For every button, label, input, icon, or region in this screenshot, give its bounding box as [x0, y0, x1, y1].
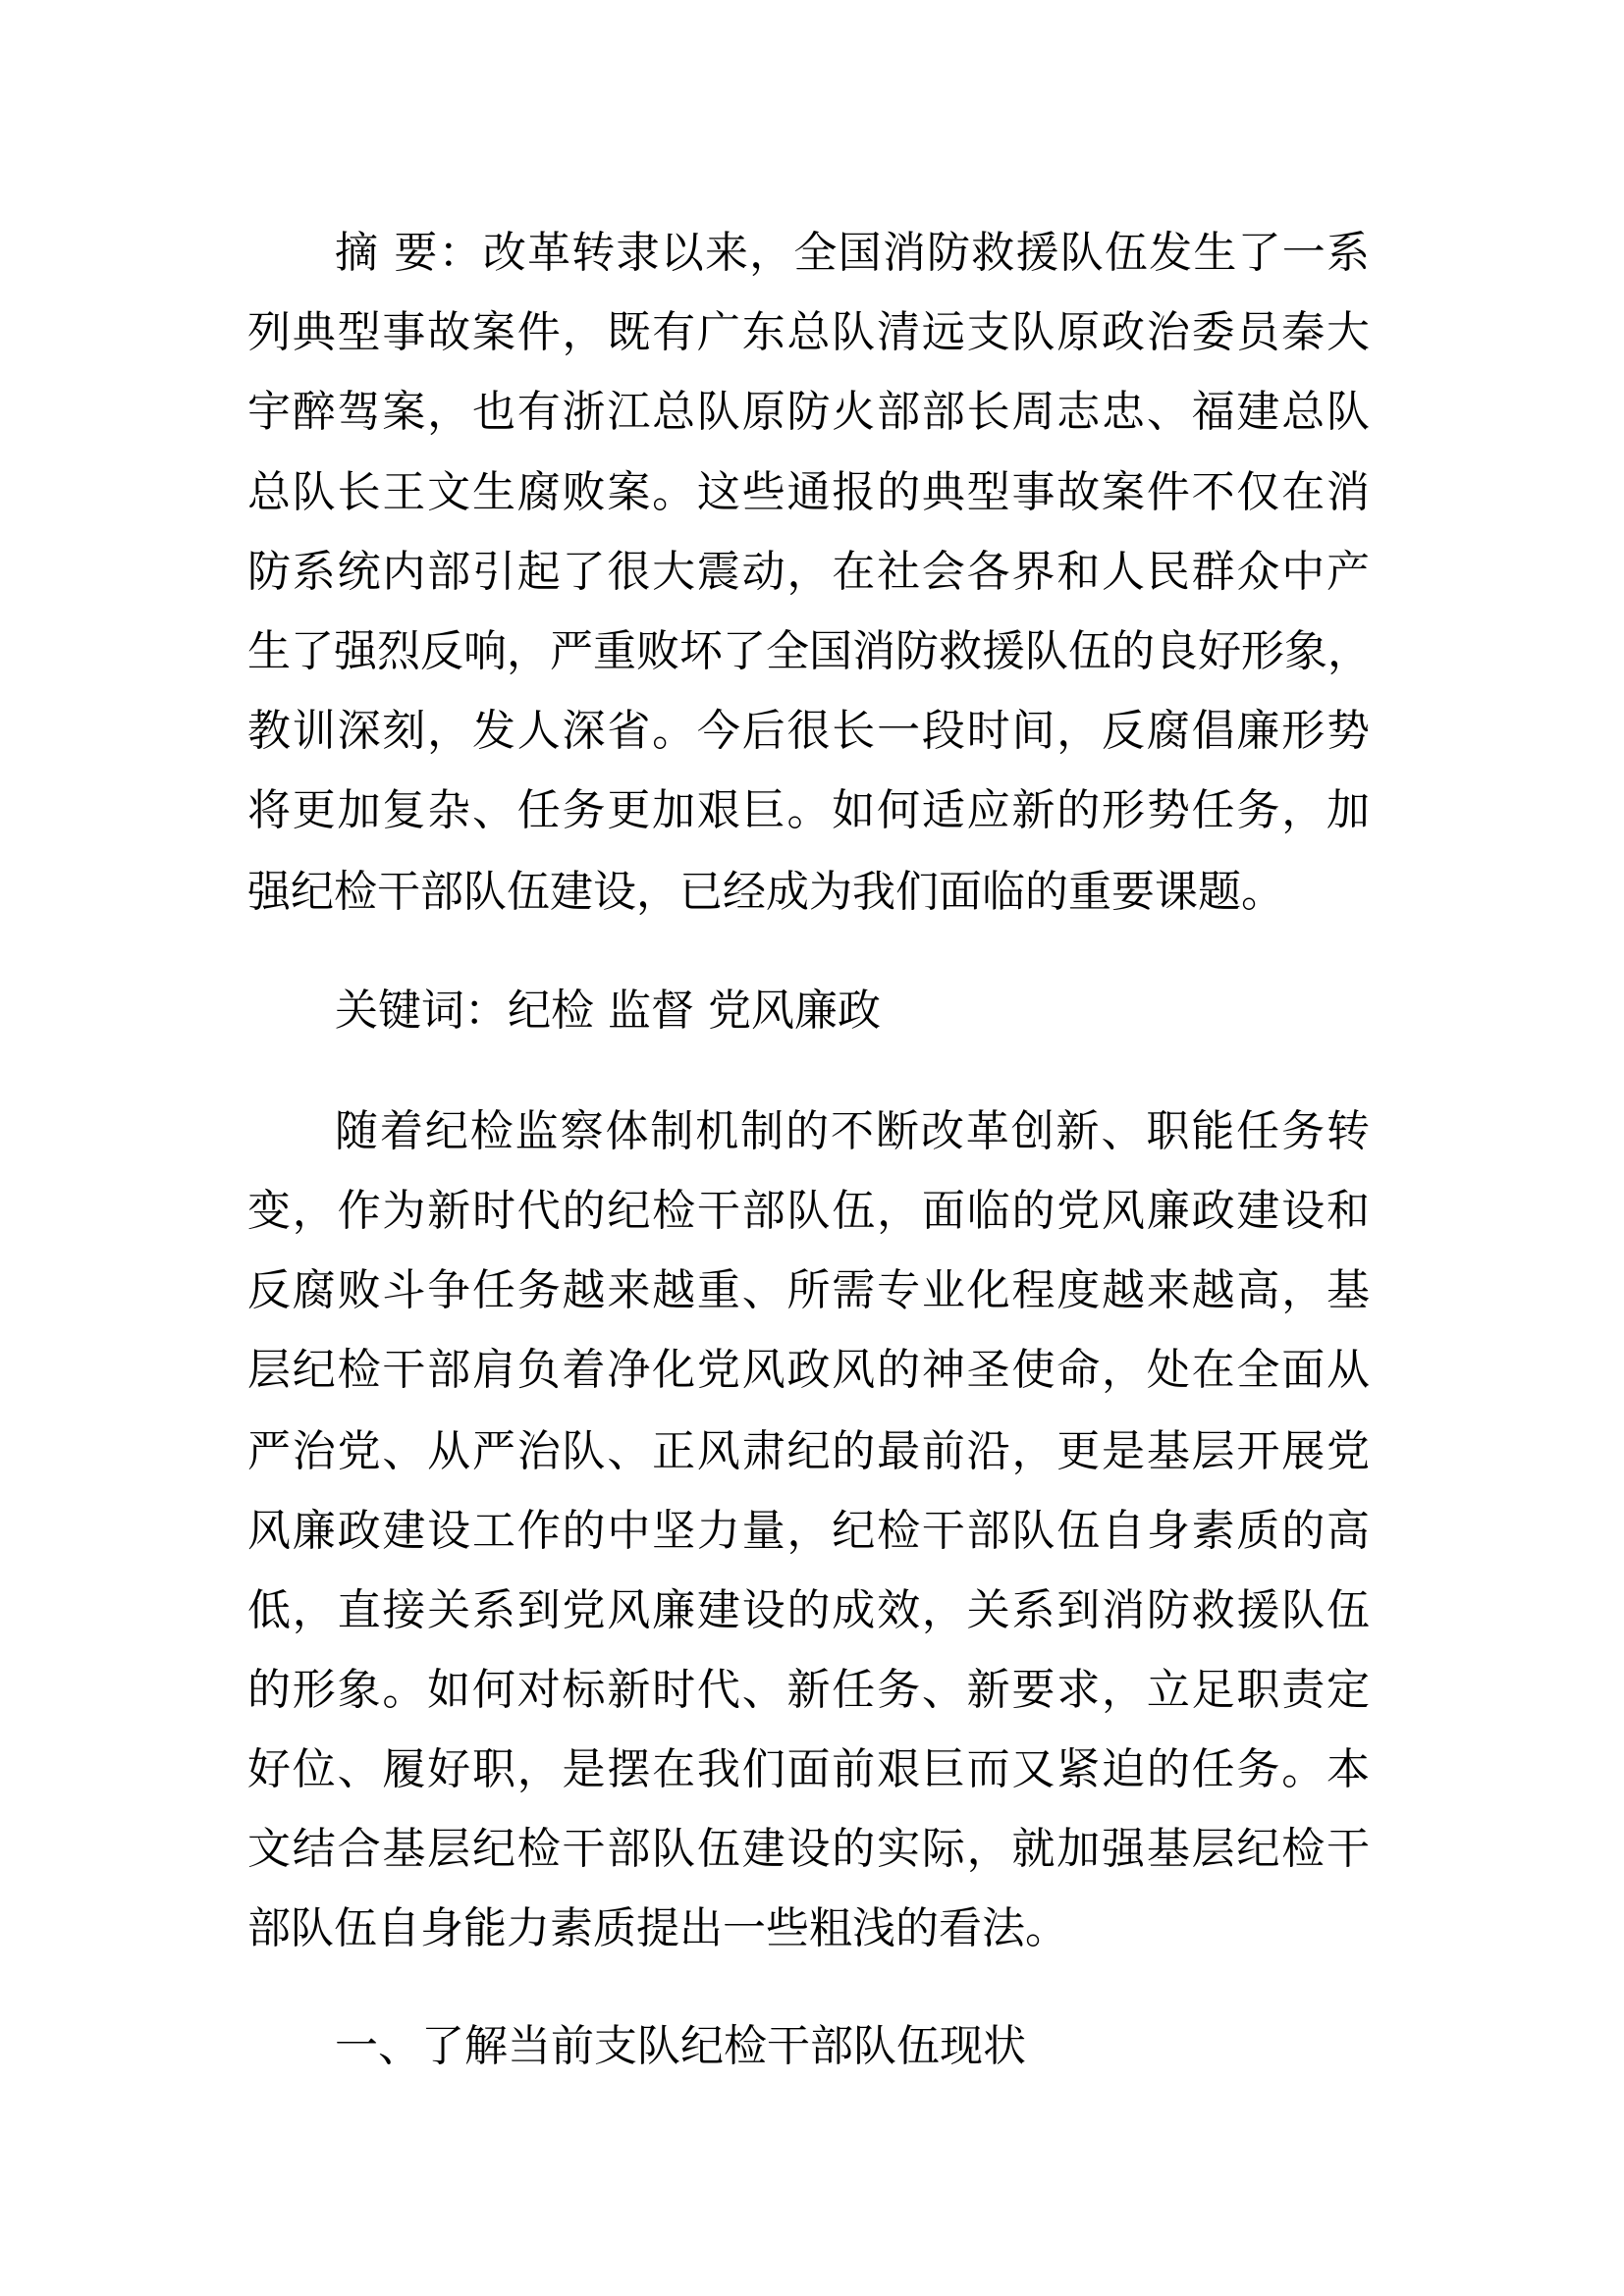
abstract-line: 总队长王文生腐败案。这些通报的典型事故案件不仅在消 — [247, 467, 1370, 517]
abstract-line: 强纪检干部队伍建设，已经成为我们面临的重要课题。 — [247, 867, 1284, 917]
section-heading: 一、了解当前支队纪检干部队伍现状 — [335, 2021, 1026, 2071]
abstract-line: 将更加复杂、任务更加艰巨。如何适应新的形势任务，加 — [247, 785, 1370, 835]
intro-line: 的形象。如何对标新时代、新任务、新要求，立足职责定 — [247, 1665, 1370, 1715]
intro-line: 文结合基层纪检干部队伍建设的实际，就加强基层纪检干 — [247, 1824, 1370, 1874]
abstract-line: 摘 要：改革转隶以来，全国消防救援队伍发生了一系 — [335, 228, 1370, 278]
intro-line: 变，作为新时代的纪检干部队伍，面临的党风廉政建设和 — [247, 1186, 1370, 1236]
intro-line: 好位、履好职，是摆在我们面前艰巨而又紧迫的任务。本 — [247, 1744, 1370, 1794]
keywords: 关键词：纪检 监督 党风廉政 — [335, 986, 881, 1036]
intro-line: 层纪检干部肩负着净化党风政风的神圣使命，处在全面从 — [247, 1345, 1370, 1395]
intro-line: 部队伍自身能力素质提出一些粗浅的看法。 — [247, 1903, 1068, 1953]
intro-line: 风廉政建设工作的中坚力量，纪检干部队伍自身素质的高 — [247, 1506, 1370, 1556]
abstract-line: 宇醉驾案，也有浙江总队原防火部部长周志忠、福建总队 — [247, 387, 1370, 437]
abstract-line: 防系统内部引起了很大震动，在社会各界和人民群众中产 — [247, 547, 1370, 597]
abstract-line: 生了强烈反响，严重败坏了全国消防救援队伍的良好形象， — [247, 626, 1371, 676]
abstract-line: 教训深刻，发人深省。今后很长一段时间，反腐倡廉形势 — [247, 706, 1370, 756]
intro-line: 反腐败斗争任务越来越重、所需专业化程度越来越高，基 — [247, 1265, 1370, 1315]
abstract-line: 列典型事故案件，既有广东总队清远支队原政治委员秦大 — [247, 307, 1370, 357]
intro-line: 严治党、从严治队、正风肃纪的最前沿，更是基层开展党 — [247, 1426, 1370, 1476]
intro-line: 随着纪检监察体制机制的不断改革创新、职能任务转 — [335, 1106, 1370, 1156]
intro-line: 低，直接关系到党风廉建设的成效，关系到消防救援队伍 — [247, 1585, 1370, 1635]
